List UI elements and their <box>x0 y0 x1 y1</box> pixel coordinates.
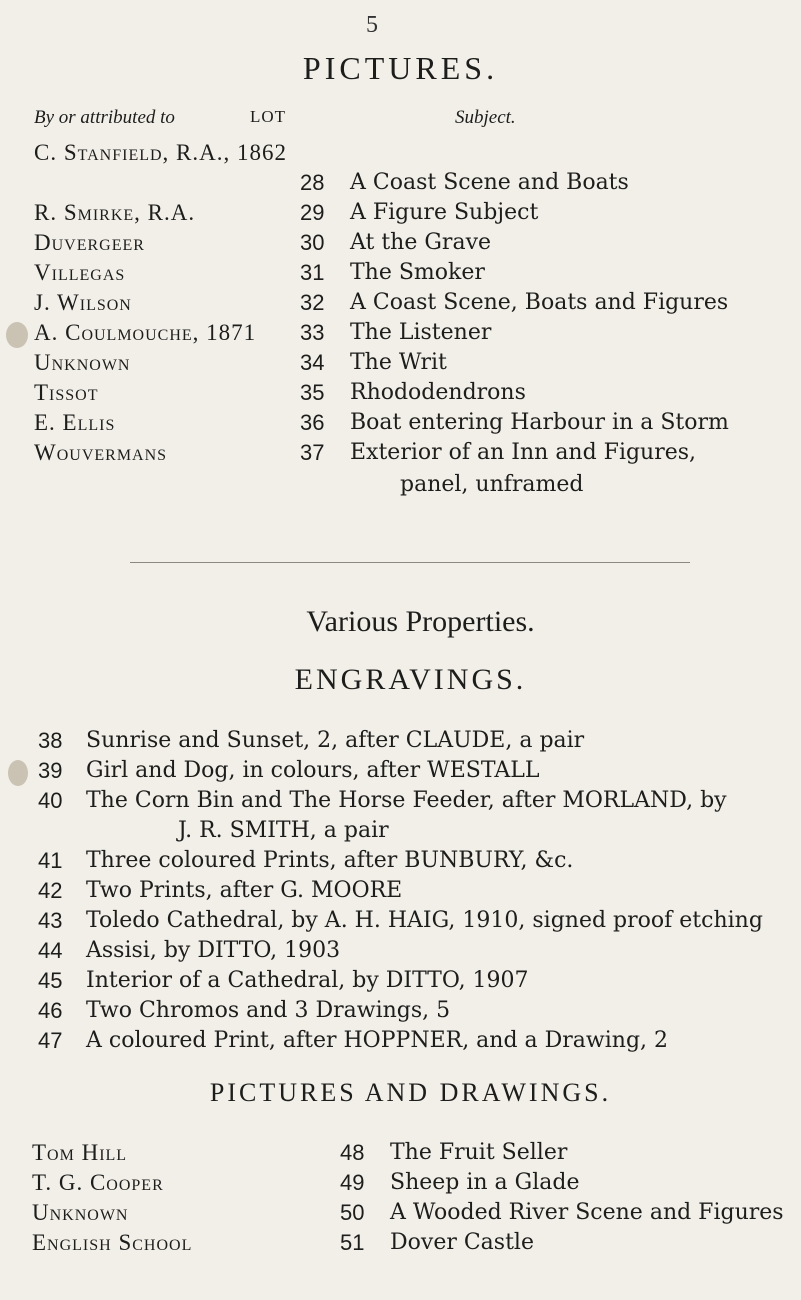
section-title-various: Various Properties. <box>306 605 535 638</box>
artist-name: Wouvermans <box>34 440 168 465</box>
engraving-text: Two Prints, after G. MOORE <box>86 878 403 903</box>
artist-name: J. Wilson <box>34 290 132 315</box>
subject-text: The Writ <box>350 350 447 375</box>
subject-text: Dover Castle <box>390 1230 534 1255</box>
lot-number: 38 <box>38 728 63 753</box>
drawing-row <box>0 1170 801 1200</box>
subject-text: panel, unframed <box>400 472 584 497</box>
header-subject: Subject. <box>455 107 516 128</box>
artist-name: Villegas <box>34 260 126 285</box>
lot-number: 51 <box>340 1230 365 1255</box>
lot-number: 41 <box>38 848 63 873</box>
lot-number: 42 <box>38 878 63 903</box>
picture-row <box>0 260 801 290</box>
subject-text: The Smoker <box>350 260 485 285</box>
drawing-row <box>0 1230 801 1260</box>
divider <box>130 562 690 563</box>
section-title-engravings: ENGRAVINGS. <box>294 663 527 696</box>
margin-stain <box>8 760 28 786</box>
lot-number: 44 <box>38 938 63 963</box>
engraving-text: Girl and Dog, in colours, after WESTALL <box>86 758 540 783</box>
lot-number: 46 <box>38 998 63 1023</box>
picture-row <box>0 440 801 470</box>
lot-number: 28 <box>300 170 325 195</box>
picture-row <box>0 410 801 440</box>
artist-name: Tom Hill <box>32 1140 128 1165</box>
artist-name: R. Smirke, R.A. <box>34 200 196 225</box>
engraving-text: Interior of a Cathedral, by DITTO, 1907 <box>86 968 529 993</box>
lot-number: 40 <box>38 788 63 813</box>
lot-number: 29 <box>300 200 325 225</box>
drawing-row <box>0 1140 801 1170</box>
engraving-text: Toledo Cathedral, by A. H. HAIG, 1910, signed proof etching <box>86 908 763 933</box>
picture-row <box>0 350 801 380</box>
subject-text: Boat entering Harbour in a Storm <box>350 410 729 435</box>
page-number: 5 <box>366 12 378 38</box>
header-artist: By or attributed to <box>34 107 175 128</box>
picture-row <box>0 290 801 320</box>
picture-row <box>0 320 801 350</box>
artist-name: E. Ellis <box>34 410 116 435</box>
picture-row <box>0 170 801 200</box>
subject-text: A Coast Scene and Boats <box>350 170 629 195</box>
engraving-text: Assisi, by DITTO, 1903 <box>86 938 341 963</box>
subject-text: The Listener <box>350 320 492 345</box>
lot-number: 37 <box>300 440 325 465</box>
artist-name: T. G. Cooper <box>32 1170 164 1195</box>
lot-number: 43 <box>38 908 63 933</box>
subject-text: The Fruit Seller <box>390 1140 568 1165</box>
artist-name: Unknown <box>34 350 131 375</box>
subject-text: Exterior of an Inn and Figures, <box>350 440 697 465</box>
lot-number: 33 <box>300 320 325 345</box>
engraving-text: The Corn Bin and The Horse Feeder, after MORLAND, by <box>86 788 727 813</box>
artist-name: Duvergeer <box>34 230 145 255</box>
engraving-text: J. R. SMITH, a pair <box>178 818 389 843</box>
artist-name: A. Coulmouche, 1871 <box>34 320 257 345</box>
engraving-text: A coloured Print, after HOPPNER, and a Drawing, 2 <box>86 1028 669 1053</box>
picture-row <box>0 230 801 260</box>
picture-row <box>0 140 801 170</box>
subject-text: A Wooded River Scene and Figures <box>390 1200 784 1225</box>
lot-number: 32 <box>300 290 325 315</box>
subject-text: Rhododendrons <box>350 380 526 405</box>
lot-number: 49 <box>340 1170 365 1195</box>
page-title: PICTURES. <box>302 50 499 86</box>
artist-name: Tissot <box>34 380 99 405</box>
picture-row <box>0 200 801 230</box>
lot-number: 47 <box>38 1028 63 1053</box>
subject-text: Sheep in a Glade <box>390 1170 580 1195</box>
picture-row <box>0 472 801 502</box>
lot-number: 30 <box>300 230 325 255</box>
drawing-row <box>0 1200 801 1230</box>
lot-number: 36 <box>300 410 325 435</box>
lot-number: 48 <box>340 1140 365 1165</box>
artist-name: English School <box>32 1230 193 1255</box>
section-title-pictures-drawings: PICTURES AND DRAWINGS. <box>209 1078 612 1107</box>
lot-number: 39 <box>38 758 63 783</box>
lot-number: 45 <box>38 968 63 993</box>
subject-text: A Coast Scene, Boats and Figures <box>350 290 729 315</box>
subject-text: A Figure Subject <box>350 200 539 225</box>
lot-number: 35 <box>300 380 325 405</box>
picture-row <box>0 380 801 410</box>
engraving-text: Sunrise and Sunset, 2, after CLAUDE, a pair <box>86 728 585 753</box>
lot-number: 50 <box>340 1200 365 1225</box>
header-lot: LOT <box>250 107 287 126</box>
engraving-text: Three coloured Prints, after BUNBURY, &c. <box>86 848 574 873</box>
lot-number: 34 <box>300 350 325 375</box>
subject-text: At the Grave <box>350 230 492 255</box>
lot-number: 31 <box>300 260 325 285</box>
artist-name: Unknown <box>32 1200 129 1225</box>
engraving-text: Two Chromos and 3 Drawings, 5 <box>86 998 451 1023</box>
artist-name: C. Stanfield, R.A., 1862 <box>34 140 288 165</box>
